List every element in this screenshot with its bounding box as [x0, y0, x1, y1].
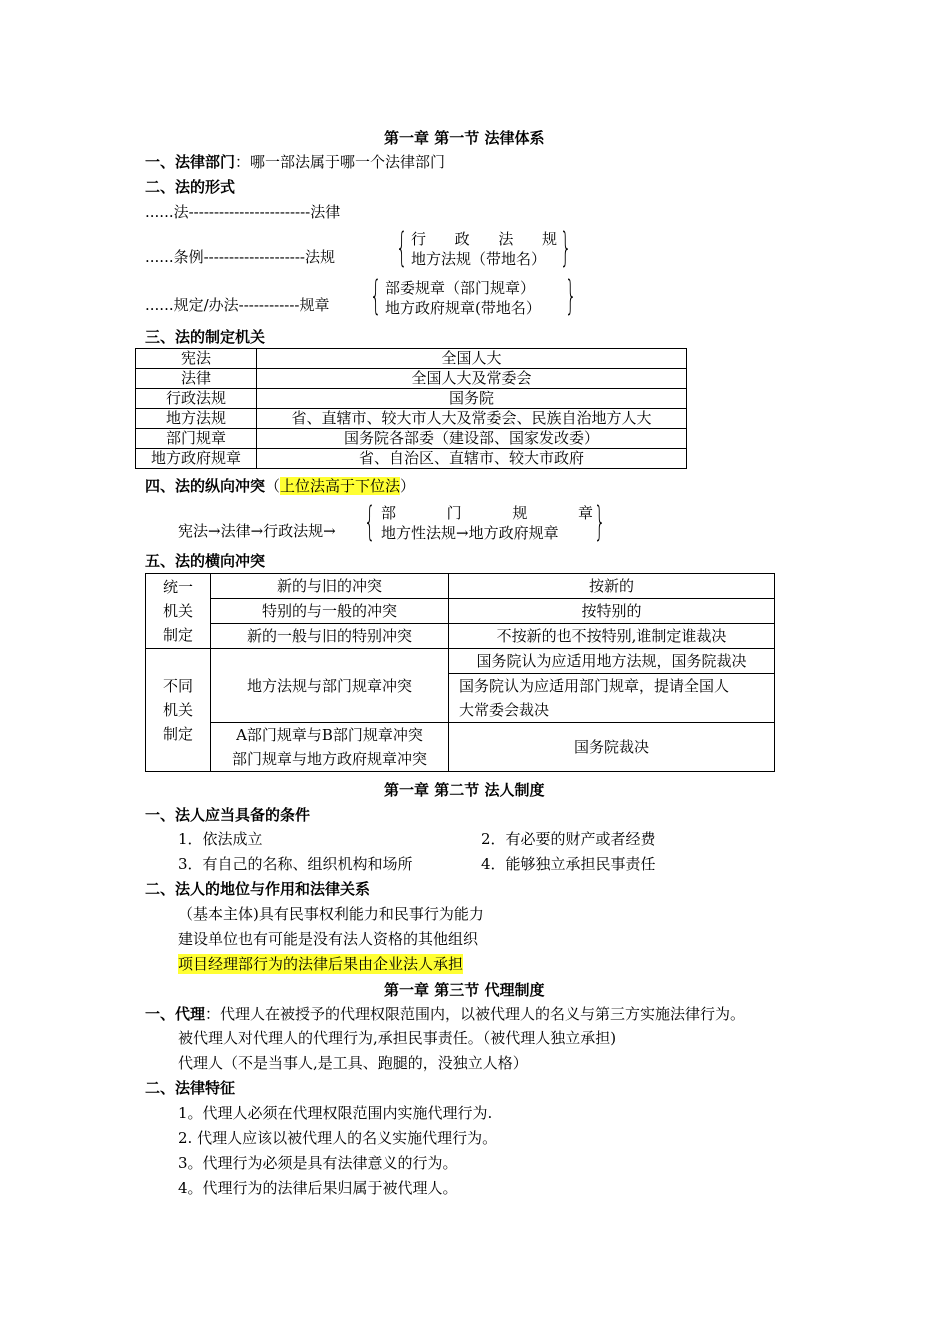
heading-label: 四、法的纵向冲突: [145, 477, 266, 495]
vertical-dept-rule: [381, 503, 593, 523]
highlight-text: 上位法高于下位法: [280, 477, 401, 495]
conflict-cell: 特别的与一般的冲突: [211, 599, 449, 624]
text-line: 建设单位也有可能是没有法人资格的其他组织: [178, 930, 479, 948]
law-cell: 部门规章: [136, 429, 257, 449]
rule-line: 国务院认为应适用部门规章，提请全国人: [459, 677, 730, 695]
conflict-table: [145, 573, 775, 772]
heading-text: ：代理人在被授予的代理权限范围内，以被代理人的名义与第三方实施法律行为。: [205, 1005, 746, 1023]
body-cell: 国务院: [257, 389, 687, 409]
label-line: 机关: [162, 602, 193, 620]
feature-1: 1。代理人必须在代理权限范围内实施代理行为.: [178, 1104, 493, 1122]
text-line: 被代理人对代理人的代理行为,承担民事责任。（被代理人独立承担): [178, 1029, 617, 1047]
conflict-cell: [211, 723, 449, 772]
paren: ）: [400, 477, 416, 495]
form-admin-regulation: [411, 229, 557, 249]
law-cell: 法律: [136, 369, 257, 389]
conflict-line: 部门规章与地方政府规章冲突: [231, 750, 427, 768]
section1-title: 第一章 第一节 法律体系: [384, 129, 545, 147]
condition-2: 2．有必要的财产或者经费: [481, 830, 656, 848]
body-cell: 全国人大: [257, 349, 687, 369]
section2-title: 第一章 第二节 法人制度: [384, 781, 545, 799]
body-cell: 省、自治区、直辖市、较大市政府: [257, 449, 687, 469]
paren: （: [265, 477, 281, 495]
conflict-line: A部门规章与B部门规章冲突: [236, 726, 423, 744]
section3-title: 第一章 第三节 代理制度: [384, 981, 545, 999]
form-regulation-line: ......条例--------------------法规: [145, 248, 335, 266]
form-law-line: ......法------------------------法律: [145, 203, 341, 221]
heading-horizontal-conflict: 五、法的横向冲突: [145, 552, 266, 570]
right-brace: }: [594, 499, 606, 545]
label-line: 制定: [162, 626, 193, 644]
heading-agency: [145, 1004, 745, 1024]
form-rule-line: ......规定/办法------------规章: [145, 296, 330, 314]
rule-cell: 国务院认为应适用地方法规，国务院裁决: [449, 649, 775, 674]
label-line: 机关: [162, 701, 193, 719]
heading-text: ：哪一部法属于哪一个法律部门: [235, 153, 446, 171]
heading-legal-forms: 二、法的形式: [145, 178, 236, 196]
table-row: [146, 624, 775, 649]
form-ministry-rule: 部委规章（部门规章）: [385, 279, 536, 297]
vertical-chain: 宪法→法律→行政法规→: [178, 522, 336, 540]
char: 政: [454, 230, 470, 248]
left-brace: {: [396, 225, 408, 271]
char: 章: [577, 504, 593, 522]
table-row: [136, 369, 687, 389]
table-row: [136, 349, 687, 369]
label-line: 制定: [162, 725, 193, 743]
feature-3: 3。代理行为必须是具有法律意义的行为。: [178, 1154, 458, 1172]
condition-4: 4．能够独立承担民事责任: [481, 855, 656, 873]
feature-2: 2. 代理人应该以被代理人的名义实施代理行为。: [178, 1129, 498, 1147]
rule-cell: [449, 674, 775, 723]
law-cell: 地方政府规章: [136, 449, 257, 469]
body-cell: 省、直辖市、较大市人大及常委会、民族自治地方人大: [257, 409, 687, 429]
rule-cell: 国务院裁决: [449, 723, 775, 772]
char: 部: [381, 504, 397, 522]
heading-legal-features: 二、法律特征: [145, 1079, 236, 1097]
feature-4: 4。代理行为的法律后果归属于被代理人。: [178, 1179, 458, 1197]
text-line: 代理人（不是当事人,是工具、跑腿的，没独立人格）: [178, 1054, 528, 1072]
rule-cell: 按特别的: [449, 599, 775, 624]
law-cell: 行政法规: [136, 389, 257, 409]
table-row: [146, 599, 775, 624]
body-cell: 国务院各部委（建设部、国家发改委）: [257, 429, 687, 449]
table-row: [136, 449, 687, 469]
table-row: [146, 649, 775, 674]
conflict-cell: 新的一般与旧的特别冲突: [211, 624, 449, 649]
conflict-cell: 新的与旧的冲突: [211, 574, 449, 599]
condition-3: 3．有自己的名称、组织机构和场所: [178, 855, 413, 873]
char: 规: [541, 230, 557, 248]
heading-authorities: 三、法的制定机关: [145, 328, 266, 346]
table-row: [136, 409, 687, 429]
rule-line: 大常委会裁决: [459, 701, 550, 719]
form-local-regulation: 地方法规（带地名）: [411, 250, 547, 268]
authorities-table: [135, 348, 687, 469]
rule-cell: 不按新的也不按特别,谁制定谁裁决: [449, 624, 775, 649]
table-row: [146, 723, 775, 772]
right-brace: }: [560, 225, 572, 271]
label-line: 统一: [162, 578, 193, 596]
heading-label: 一、代理: [145, 1005, 206, 1023]
group-label-same-body: [146, 574, 211, 649]
vertical-local-chain: 地方性法规→地方政府规章: [381, 524, 559, 542]
group-label-different-body: [146, 649, 211, 772]
law-cell: 地方法规: [136, 409, 257, 429]
table-row: [136, 429, 687, 449]
heading-vertical-conflict: [145, 476, 415, 496]
table-row: [146, 574, 775, 599]
char: 行: [411, 230, 427, 248]
left-brace: {: [370, 273, 382, 319]
table-row: [136, 389, 687, 409]
conflict-cell: 地方法规与部门规章冲突: [211, 649, 449, 723]
heading-label: 一、法律部门: [145, 153, 236, 171]
heading-conditions: 一、法人应当具备的条件: [145, 806, 311, 824]
rule-cell: 按新的: [449, 574, 775, 599]
char: 门: [446, 504, 462, 522]
right-brace: }: [565, 273, 577, 319]
condition-1: 1．依法成立: [178, 830, 263, 848]
label-line: 不同: [162, 677, 193, 695]
form-local-gov-rule: 地方政府规章(带地名）: [385, 299, 541, 317]
char: 法: [498, 230, 514, 248]
body-cell: 全国人大及常委会: [257, 369, 687, 389]
text-line: （基本主体)具有民事权利能力和民事行为能力: [178, 905, 484, 923]
left-brace: {: [364, 499, 376, 545]
heading-legal-person-status: 二、法人的地位与作用和法律关系: [145, 880, 371, 898]
heading-legal-department: [145, 152, 445, 172]
highlight-text: 项目经理部行为的法律后果由企业法人承担: [178, 955, 464, 973]
char: 规: [512, 504, 528, 522]
law-cell: 宪法: [136, 349, 257, 369]
